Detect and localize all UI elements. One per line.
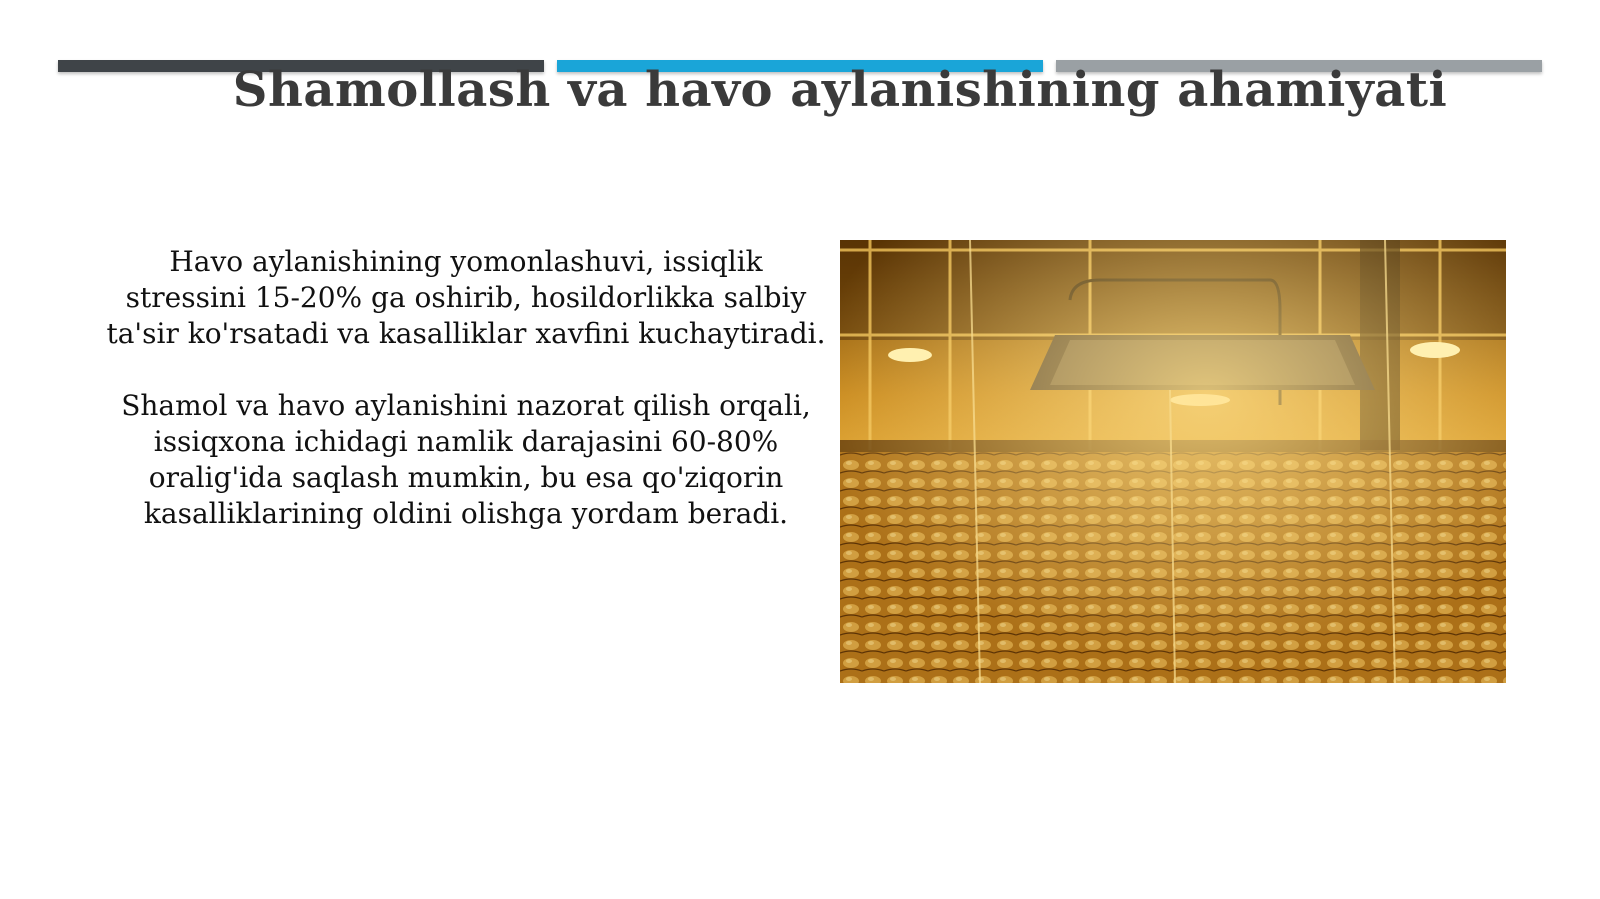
greenhouse-photo [840,240,1506,683]
slide-body [106,244,826,532]
paragraph-1: Havo aylanishining yomonlashuvi, issiqlik stressini 15-20% ga oshirib, hosildorlikka salbiy ta'sir ko'rsatadi va kasalliklar xavfini kuchaytiradi. [106,245,826,350]
slide-title: Shamollash va havo aylanishining ahamiyati [232,62,1448,118]
paragraph-2: Shamol va havo aylanishini nazorat qilish orqali, issiqxona ichidagi namlik darajasini 60-80% oralig'ida saqlash mumkin, bu esa qo'ziqorin kasalliklarining oldini olishga yordam beradi. [121,389,811,530]
